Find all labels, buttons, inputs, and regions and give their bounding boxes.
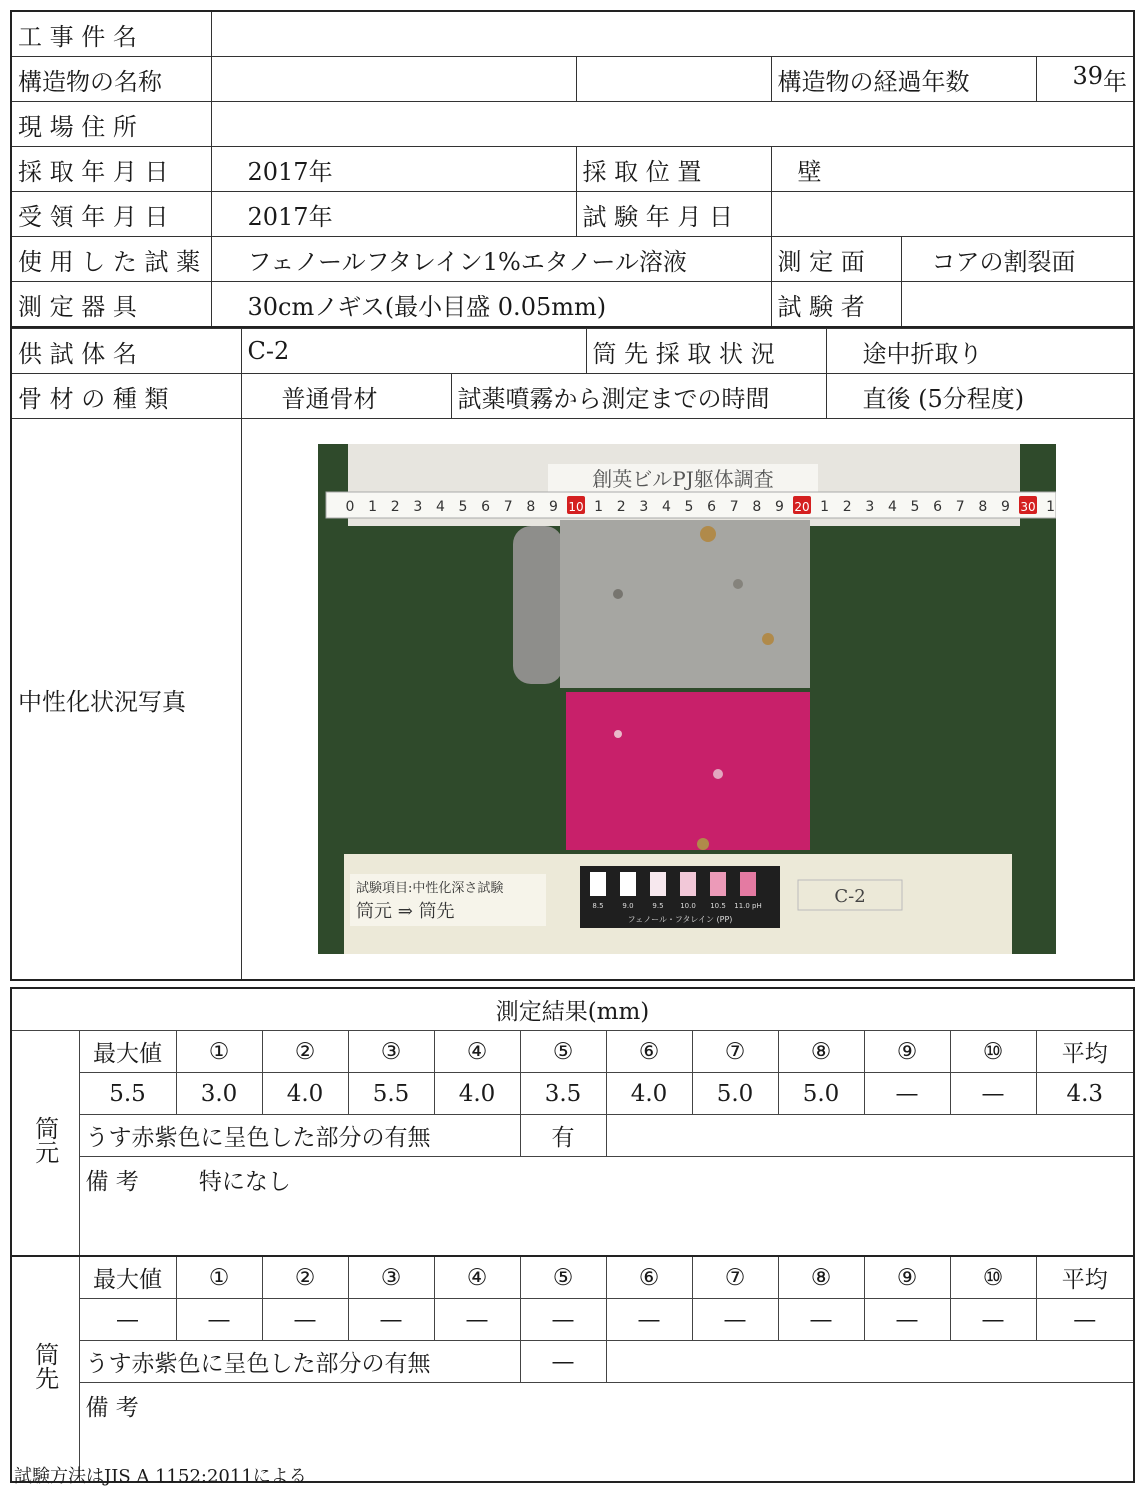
ruler-mark: 1 (368, 499, 378, 515)
surface-label: 測 定 面 (771, 237, 901, 282)
specimen-name-label: 供 試 体 名 (11, 329, 241, 374)
tip-value-9: — (864, 1299, 950, 1341)
photo-illustration (318, 444, 1056, 954)
core-end-cap (513, 526, 563, 684)
ruler-mark: 1 (594, 499, 604, 515)
aggregate-value: 普通骨材 (241, 374, 451, 419)
base-value-8: 5.0 (778, 1073, 864, 1115)
ruler-mark: 10 (568, 500, 584, 514)
tip-state-value: 途中折取り (826, 329, 1134, 374)
col-header-2: ② (262, 1031, 348, 1073)
ph-value: 10.5 (710, 902, 727, 910)
ruler-mark: 1 (820, 499, 830, 515)
results-table (10, 987, 1135, 1483)
header-table (10, 10, 1135, 328)
ph-value: 11.0 pH (734, 902, 763, 910)
base-remarks-cell (79, 1157, 1134, 1257)
results-title: 測定結果(mm) (11, 988, 1134, 1031)
specimen-table (10, 328, 1135, 981)
tip-value-7: — (692, 1299, 778, 1341)
tool-value: 30cmノギス(最小目盛 0.05mm) (211, 282, 771, 328)
tip-value-6: — (606, 1299, 692, 1341)
ruler-mark: 8 (752, 499, 762, 515)
ruler-mark: 6 (707, 499, 717, 515)
ruler-mark: 6 (933, 499, 943, 515)
ph-caption: フェノール・フタレイン (PP) (627, 915, 733, 924)
tip-col-header-8: ⑧ (778, 1256, 864, 1299)
col-header-3: ③ (348, 1031, 434, 1073)
base-value-4: 4.0 (434, 1073, 520, 1115)
photo-cell (241, 419, 1134, 981)
ruler-mark: 6 (481, 499, 491, 515)
structure-name-extra (576, 57, 771, 102)
ruler-mark: 5 (684, 499, 694, 515)
reagent-value: フェノールフタレイン1%エタノール溶液 (211, 237, 771, 282)
tip-col-header-6: ⑥ (606, 1256, 692, 1299)
ph-swatch (710, 872, 726, 896)
ruler-mark: 8 (526, 499, 536, 515)
tip-col-header-2: ② (262, 1256, 348, 1299)
ruler-mark: 3 (413, 499, 423, 515)
tip-col-header-7: ⑦ (692, 1256, 778, 1299)
col-header-10: ⑩ (950, 1031, 1036, 1073)
tip-value-3: — (348, 1299, 434, 1341)
photo-label: 中性化状況写真 (11, 419, 241, 981)
base-side-label: 筒元 (30, 1116, 59, 1164)
col-header-1: ① (176, 1031, 262, 1073)
tip-value-10: — (950, 1299, 1036, 1341)
col-header-6: ⑥ (606, 1031, 692, 1073)
base-value-6: 4.0 (606, 1073, 692, 1115)
aggregate-label: 骨 材 の 種 類 (11, 374, 241, 419)
col-header-9: ⑨ (864, 1031, 950, 1073)
ruler-mark: 9 (1001, 499, 1011, 515)
tester-value (901, 282, 1134, 328)
card-line1: 試験項目:中性化深さ試験 (356, 881, 504, 896)
ph-value: 9.0 (622, 902, 634, 910)
sample-date-label: 採 取 年 月 日 (11, 147, 211, 192)
specimen-name-value: C-2 (241, 329, 586, 374)
core-magenta-half (566, 692, 810, 850)
ph-swatch (590, 872, 606, 896)
time-label: 試薬噴霧から測定までの時間 (451, 374, 826, 419)
tip-value-8: — (778, 1299, 864, 1341)
tip-remarks-label: 備 考 (85, 1395, 139, 1421)
ruler-mark: 1 (1046, 499, 1056, 515)
receive-date-label: 受 領 年 月 日 (11, 192, 211, 237)
tip-value-5: — (520, 1299, 606, 1341)
carbonation-photo (318, 444, 1056, 954)
tip-state-label: 筒 先 採 取 状 況 (586, 329, 826, 374)
col-header-7: ⑦ (692, 1031, 778, 1073)
ruler-mark: 7 (955, 499, 965, 515)
ph-value: 8.5 (592, 902, 604, 910)
ph-value: 9.5 (652, 902, 664, 910)
tip-side-label: 筒先 (30, 1342, 59, 1390)
tip-value-1: — (176, 1299, 262, 1341)
tip-col-header-0: 最大値 (79, 1256, 176, 1299)
tip-value-4: — (434, 1299, 520, 1341)
test-report-sheet (10, 10, 1133, 1460)
base-side-cell (11, 1031, 79, 1257)
ruler-mark: 5 (910, 499, 920, 515)
col-header-4: ④ (434, 1031, 520, 1073)
tip-pink-blank (606, 1341, 1134, 1383)
tip-col-header-9: ⑨ (864, 1256, 950, 1299)
site-value (211, 102, 1134, 147)
tip-side-cell (11, 1256, 79, 1482)
age-value: 39 (1072, 61, 1104, 90)
aggregate-4 (733, 579, 743, 589)
ruler-mark: 3 (639, 499, 649, 515)
tip-col-header-4: ④ (434, 1256, 520, 1299)
aggregate-5 (614, 730, 622, 738)
tip-value-0: — (79, 1299, 176, 1341)
col-header-11: 平均 (1036, 1031, 1134, 1073)
sample-pos-label: 採 取 位 置 (576, 147, 771, 192)
col-header-0: 最大値 (79, 1031, 176, 1073)
ruler-mark: 0 (345, 499, 355, 515)
receive-date-value: 2017年 (211, 192, 576, 237)
ruler-mark: 3 (865, 499, 875, 515)
ph-swatch (650, 872, 666, 896)
aggregate-1 (700, 526, 716, 542)
base-value-5: 3.5 (520, 1073, 606, 1115)
tool-label: 測 定 器 具 (11, 282, 211, 328)
tip-pink-value: — (520, 1341, 606, 1383)
ruler-mark: 7 (729, 499, 739, 515)
core-grey-half (560, 520, 810, 688)
sample-pos-value: 壁 (771, 147, 1134, 192)
ph-swatch (740, 872, 756, 896)
aggregate-3 (613, 589, 623, 599)
age-label: 構造物の経過年数 (771, 57, 1036, 102)
card-line2: 筒元 ⇒ 筒先 (356, 901, 455, 922)
base-value-0: 5.5 (79, 1073, 176, 1115)
col-header-5: ⑤ (520, 1031, 606, 1073)
base-remarks-label: 備 考 (85, 1169, 139, 1195)
ruler-mark: 4 (888, 499, 898, 515)
ruler-mark: 8 (978, 499, 988, 515)
ruler-mark: 9 (549, 499, 559, 515)
ruler-mark: 2 (842, 499, 852, 515)
reagent-label: 使 用 し た 試 薬 (11, 237, 211, 282)
ruler-mark: 4 (662, 499, 672, 515)
ruler-mark: 2 (616, 499, 626, 515)
ph-value: 10.0 (680, 902, 697, 910)
base-remarks-value: 特になし (198, 1169, 291, 1195)
time-value: 直後 (5分程度) (826, 374, 1134, 419)
tip-col-header-10: ⑩ (950, 1256, 1036, 1299)
age-unit: 年 (1103, 67, 1128, 96)
footer-note: 試験方法はJIS A 1152:2011による (14, 1466, 307, 1487)
structure-name-value (211, 57, 576, 102)
site-label: 現 場 住 所 (11, 102, 211, 147)
base-pink-label: うす赤紫色に呈色した部分の有無 (79, 1115, 520, 1157)
base-pink-blank (606, 1115, 1134, 1157)
age-cell (1036, 57, 1134, 102)
base-value-3: 5.5 (348, 1073, 434, 1115)
base-value-9: — (864, 1073, 950, 1115)
ruler-mark: 9 (775, 499, 785, 515)
ruler-mark: 5 (458, 499, 468, 515)
surface-value: コアの割裂面 (901, 237, 1134, 282)
ph-swatch (620, 872, 636, 896)
base-value-1: 3.0 (176, 1073, 262, 1115)
structure-name-label: 構造物の名称 (11, 57, 211, 102)
aggregate-6 (713, 769, 723, 779)
ph-swatch (680, 872, 696, 896)
ruler-mark: 2 (390, 499, 400, 515)
test-date-value (771, 192, 1134, 237)
project-name-value (211, 11, 1134, 57)
tester-label: 試 験 者 (771, 282, 901, 328)
ruler-mark: 20 (794, 500, 810, 514)
base-value-2: 4.0 (262, 1073, 348, 1115)
base-value-7: 5.0 (692, 1073, 778, 1115)
aggregate-7 (697, 838, 709, 850)
ruler-mark: 30 (1020, 500, 1036, 514)
board-title: 創英ビルPJ躯体調査 (592, 467, 774, 491)
tip-value-11: — (1036, 1299, 1134, 1341)
specimen-tag: C-2 (834, 886, 866, 907)
test-date-label: 試 験 年 月 日 (576, 192, 771, 237)
base-value-11: 4.3 (1036, 1073, 1134, 1115)
ruler-mark: 7 (503, 499, 513, 515)
tip-col-header-11: 平均 (1036, 1256, 1134, 1299)
base-value-10: — (950, 1073, 1036, 1115)
base-pink-value: 有 (520, 1115, 606, 1157)
tip-col-header-5: ⑤ (520, 1256, 606, 1299)
project-name-label: 工 事 件 名 (11, 11, 211, 57)
ruler-mark: 4 (436, 499, 446, 515)
tip-value-2: — (262, 1299, 348, 1341)
col-header-8: ⑧ (778, 1031, 864, 1073)
tip-pink-label: うす赤紫色に呈色した部分の有無 (79, 1341, 520, 1383)
tip-col-header-1: ① (176, 1256, 262, 1299)
aggregate-2 (762, 633, 774, 645)
tip-col-header-3: ③ (348, 1256, 434, 1299)
sample-date-value: 2017年 (211, 147, 576, 192)
